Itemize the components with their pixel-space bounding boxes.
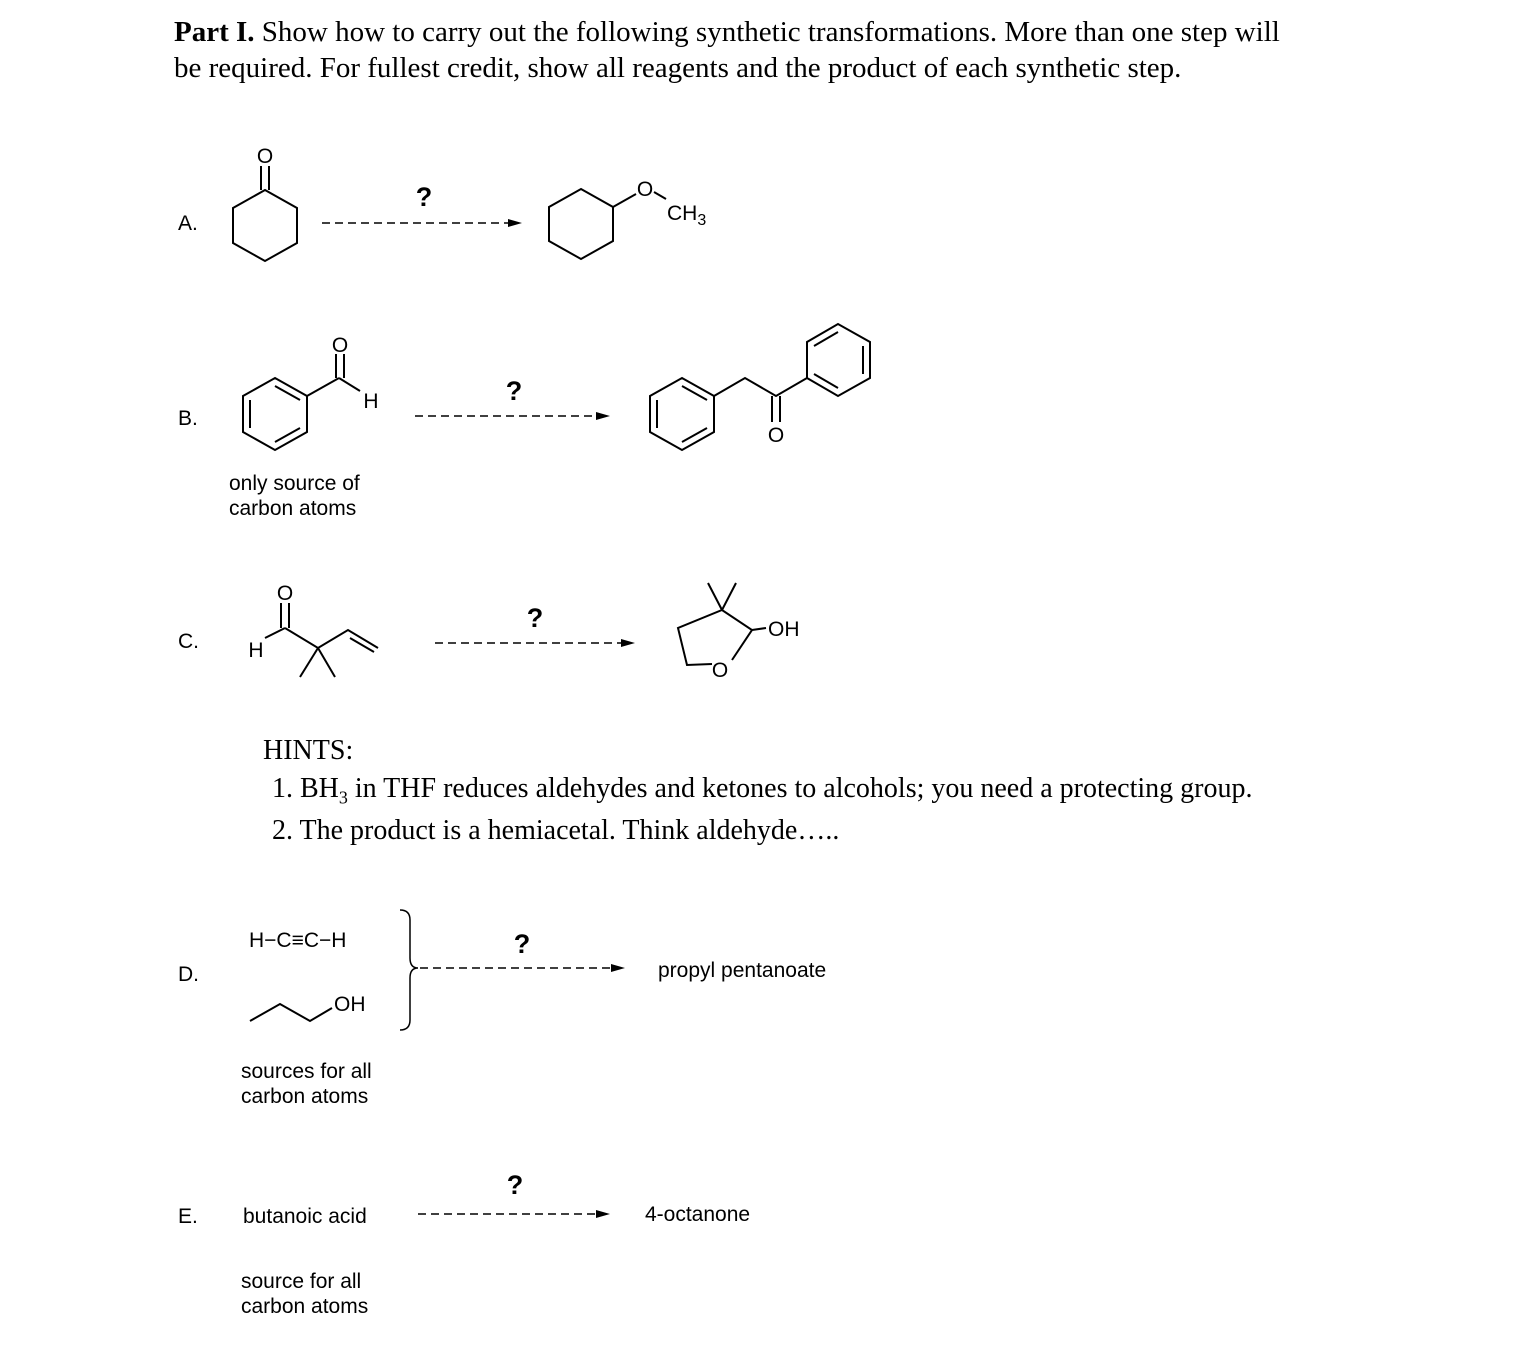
question-mark-c: ? bbox=[526, 603, 544, 633]
note-e-line-2: carbon atoms bbox=[241, 1295, 369, 1318]
note-b-line-1: only source of bbox=[229, 472, 360, 495]
reaction-arrow-e bbox=[418, 1210, 610, 1218]
note-e bbox=[241, 1269, 368, 1319]
benzaldehyde-structure bbox=[243, 334, 379, 450]
hint-1-post: in THF reduces aldehydes and ketones to alcohols; you need a protecting group. bbox=[347, 773, 1253, 804]
hydroxyl-label: OH bbox=[768, 618, 800, 641]
hints-heading: HINTS: bbox=[263, 735, 354, 766]
cyclohexanone-structure bbox=[233, 145, 297, 261]
hint-1-sub: 3 bbox=[338, 787, 348, 808]
problem-e-label: E. bbox=[178, 1205, 198, 1228]
acetylene-formula: H−C≡C−H bbox=[249, 929, 347, 952]
atom-h: H bbox=[363, 390, 379, 413]
hint-2: 2. The product is a hemiacetal. Think aldehyde….. bbox=[272, 815, 840, 846]
instructions-line-1: Show how to carry out the following synthetic transformations. More than one step will bbox=[261, 16, 1280, 48]
atom-o: O bbox=[256, 145, 274, 168]
instructions-line-2: be required. For fullest credit, show all reagents and the product of each synthetic step. bbox=[174, 52, 1182, 84]
atom-o: O bbox=[331, 334, 349, 357]
product-d: propyl pentanoate bbox=[658, 959, 827, 982]
starting-material-e: butanoic acid bbox=[243, 1205, 367, 1228]
atom-o: O bbox=[711, 659, 729, 682]
methyl-label: $CH_3$ bbox=[667, 202, 707, 229]
question-mark-e: ? bbox=[506, 1170, 524, 1200]
note-b bbox=[229, 471, 360, 521]
atom-o: O bbox=[636, 178, 654, 201]
question-mark-a: ? bbox=[415, 182, 433, 212]
hint-1-pre: 1. BH bbox=[272, 773, 339, 804]
question-mark-b: ? bbox=[505, 376, 523, 406]
problem-c-label: C. bbox=[178, 630, 199, 653]
reaction-arrow-d bbox=[420, 964, 625, 972]
hemiacetal-structure bbox=[678, 583, 800, 682]
hint-1 bbox=[272, 773, 1253, 809]
part-heading: Part I. bbox=[174, 16, 255, 48]
note-b-line-2: carbon atoms bbox=[229, 497, 357, 520]
note-d bbox=[241, 1059, 372, 1109]
note-d-line-2: carbon atoms bbox=[241, 1085, 369, 1108]
atom-o: O bbox=[276, 582, 294, 605]
question-mark-d: ? bbox=[513, 929, 531, 959]
reaction-arrow-c bbox=[435, 639, 635, 647]
atom-o: O bbox=[767, 424, 785, 447]
dimethylbutenal-structure bbox=[248, 582, 378, 677]
note-d-line-1: sources for all bbox=[241, 1060, 372, 1083]
brace bbox=[400, 910, 418, 1030]
problem-b-label: B. bbox=[178, 407, 198, 430]
reaction-arrow-b bbox=[415, 412, 610, 420]
methoxycyclohexane-structure bbox=[549, 178, 706, 259]
reaction-arrow-a bbox=[322, 219, 522, 227]
hydroxyl-label: OH bbox=[334, 993, 366, 1016]
product-e: 4-octanone bbox=[645, 1203, 751, 1226]
deoxybenzoin-structure bbox=[650, 324, 870, 450]
atom-h: H bbox=[248, 639, 264, 662]
note-e-line-1: source for all bbox=[241, 1270, 362, 1293]
propanol-structure bbox=[250, 993, 366, 1021]
problem-a-label: A. bbox=[178, 212, 198, 235]
problem-d-label: D. bbox=[178, 963, 199, 986]
